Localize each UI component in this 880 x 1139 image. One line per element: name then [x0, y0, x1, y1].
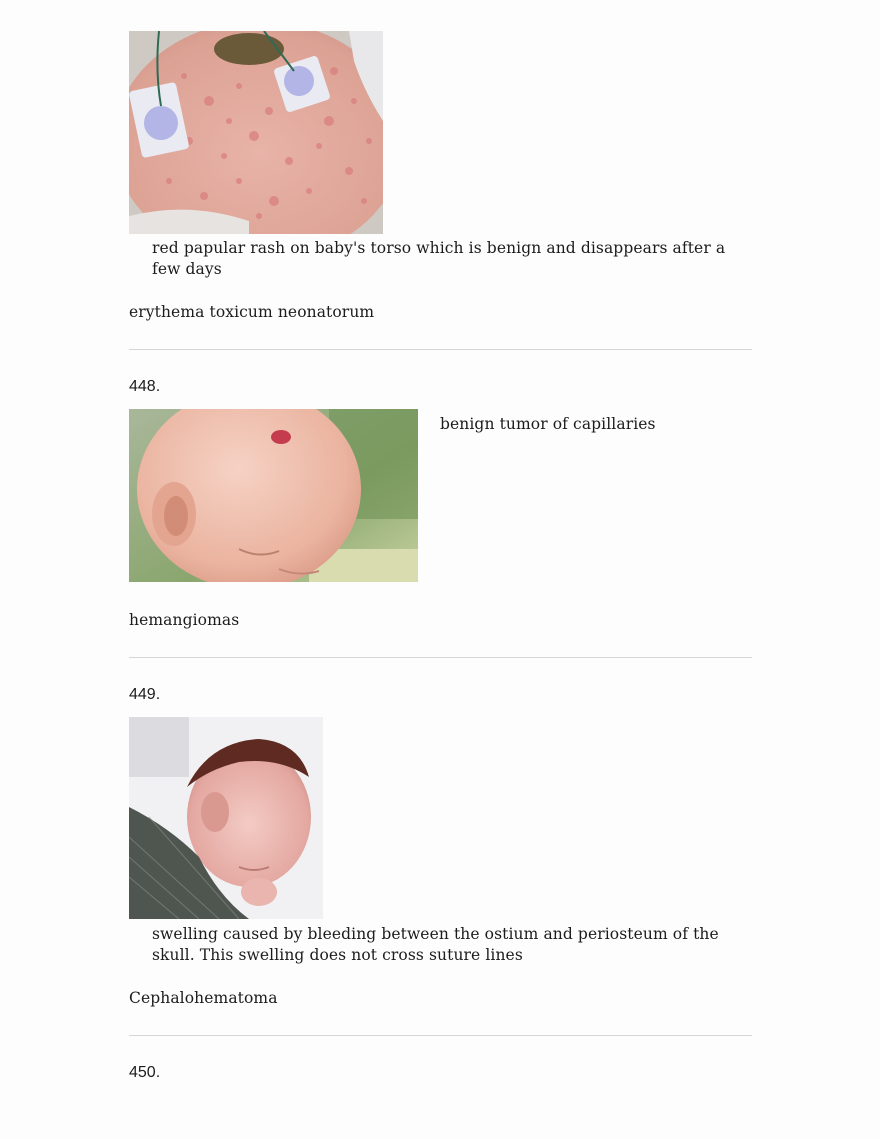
hemangioma-baby-image — [129, 409, 418, 582]
cephalohematoma-baby-image — [129, 717, 323, 919]
card-3-term: Cephalohematoma — [129, 989, 278, 1007]
card-divider — [129, 349, 752, 350]
card-3-number: 449. — [129, 686, 161, 703]
rash-torso-image — [129, 31, 383, 234]
card-1-definition: red papular rash on baby's torso which is benign and disappears after a few days — [152, 239, 726, 278]
card-2-number: 448. — [129, 378, 161, 395]
card-divider — [129, 657, 752, 658]
card-4-number: 450. — [129, 1064, 161, 1081]
card-2-term: hemangiomas — [129, 611, 240, 629]
card-divider — [129, 1035, 752, 1036]
card-1-term: erythema toxicum neonatorum — [129, 303, 375, 321]
card-2-definition: benign tumor of capillaries — [440, 415, 656, 433]
card-3-definition: swelling caused by bleeding between the ostium and periosteum of the skull. This swelling does not cross suture lines — [152, 925, 719, 964]
hemangioma-mark — [271, 430, 291, 444]
